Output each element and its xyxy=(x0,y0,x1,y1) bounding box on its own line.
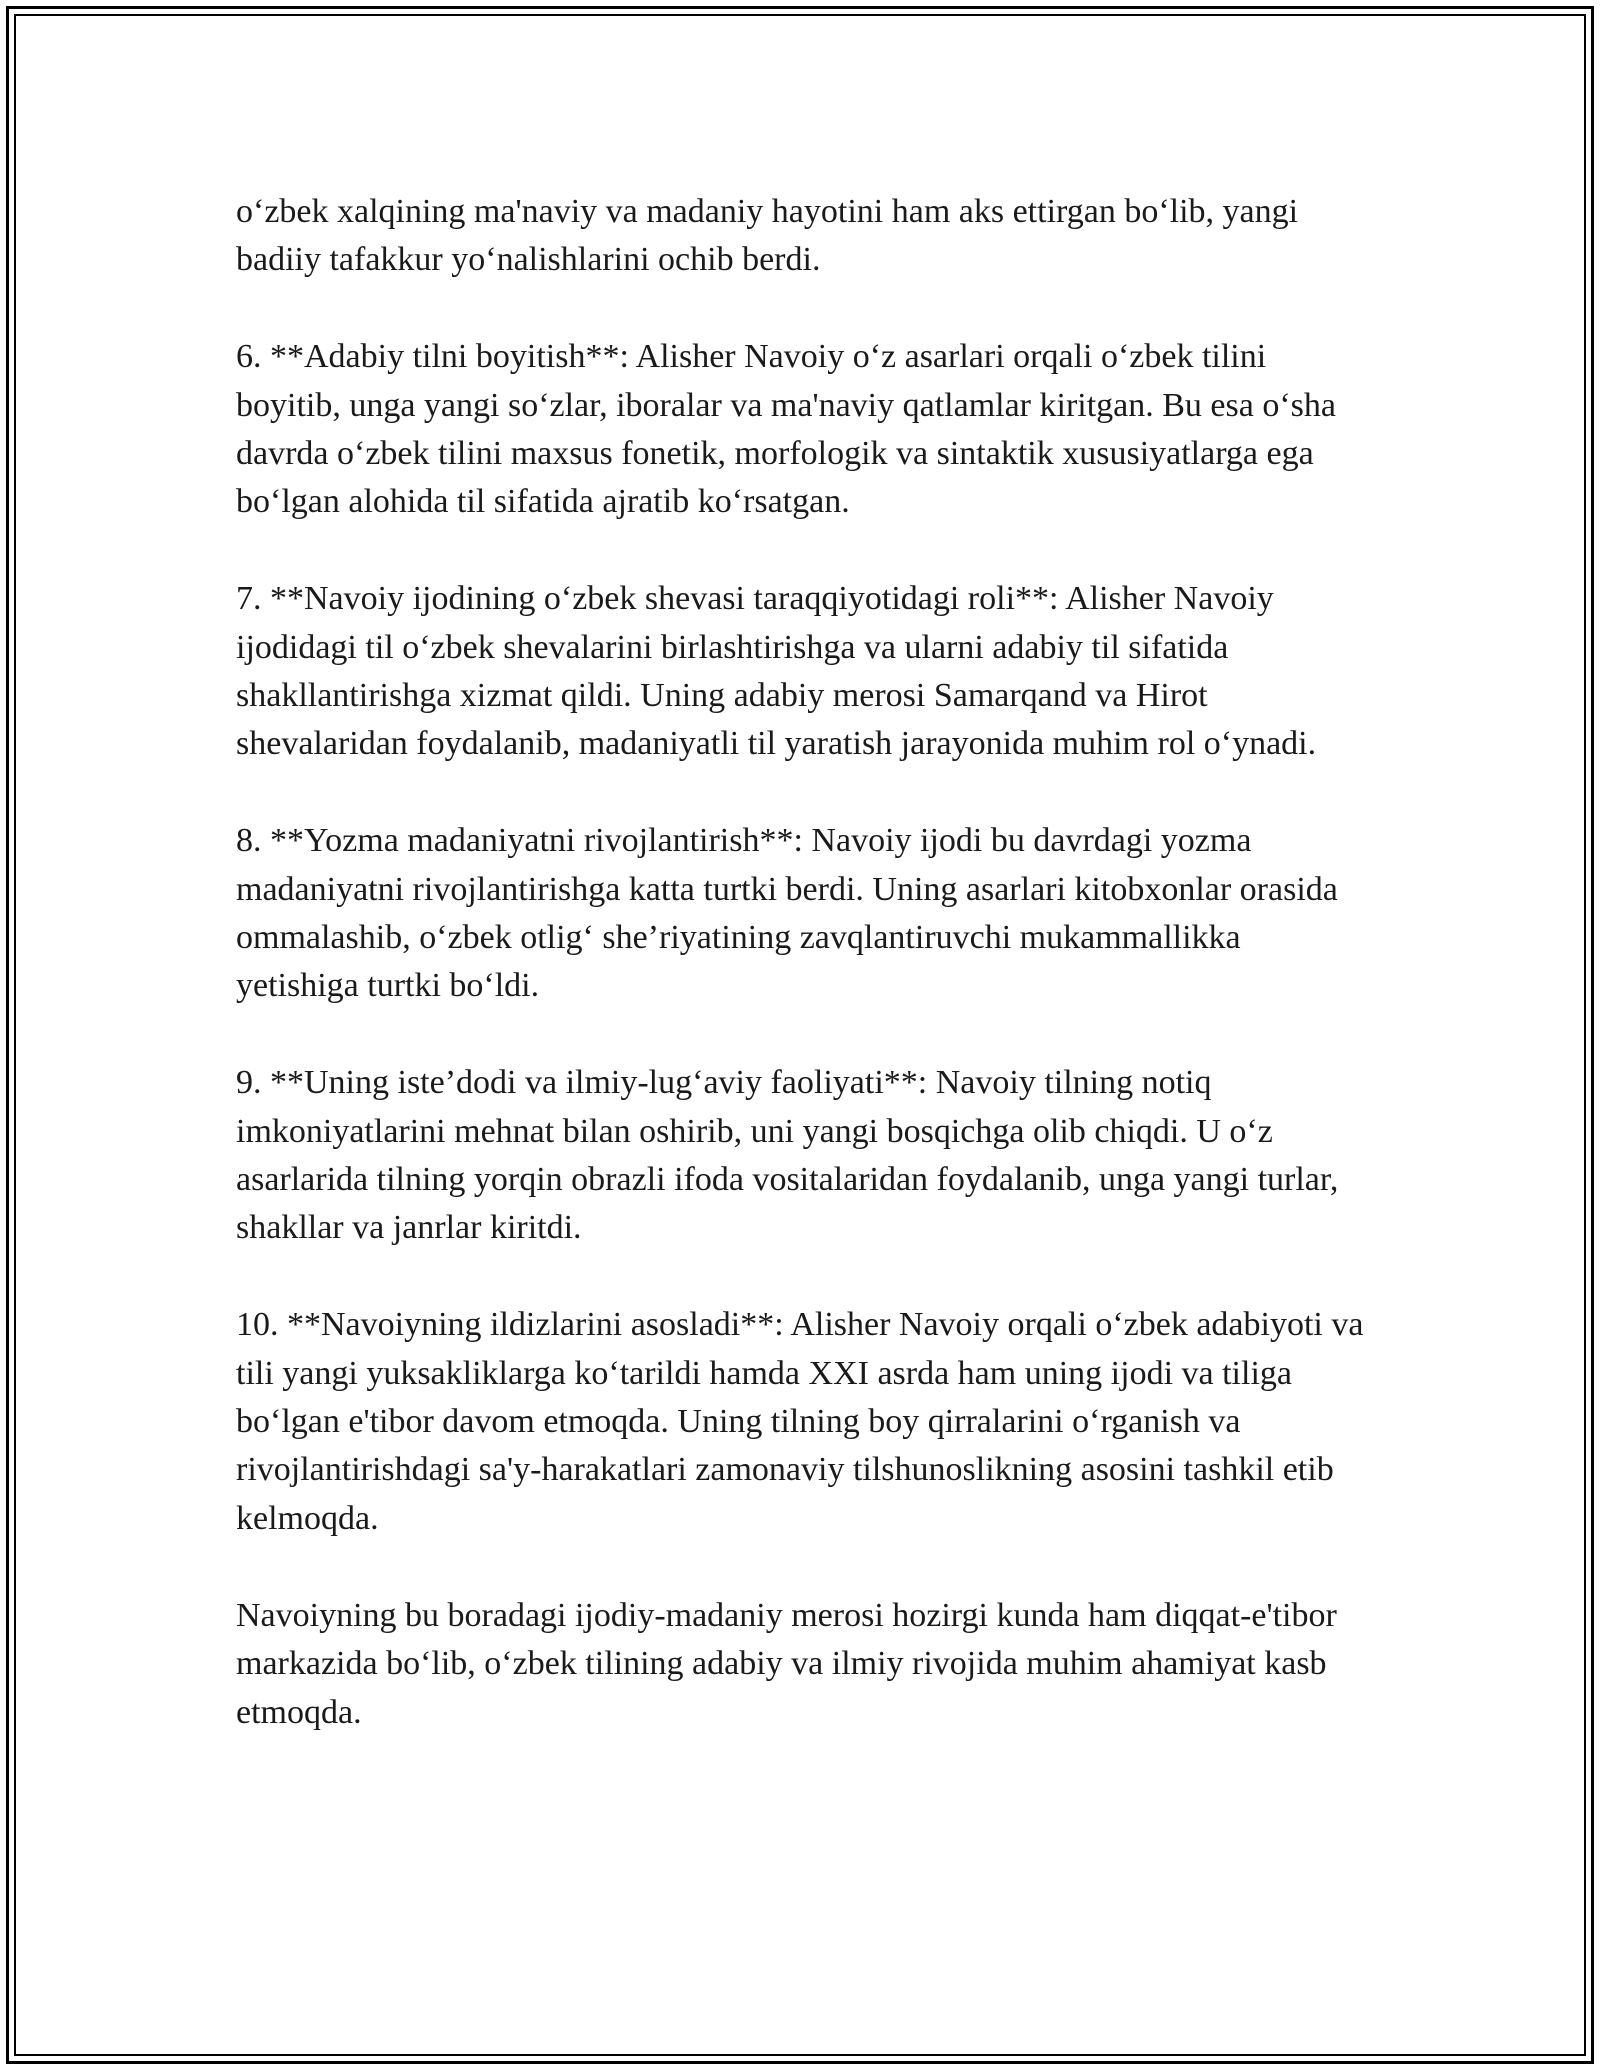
paragraph-continuation: o‘zbek xalqining ma'naviy va madaniy hayotini ham aks ettirgan bo‘lib, yangi badiiy tafakkur yo‘nalishlarini ochib berdi. xyxy=(236,193,1299,279)
paragraph-item-7: 7. **Navoiy ijodining o‘zbek shevasi taraqqiyotidagi roli**: Alisher Navoiy ijodidagi til o‘zbek shevalarini birlashtirishga va ularni adabiy til sifatida shakllantirishga xizmat qildi. Uning adabiy merosi Samarqand va Hirot shevalaridan foydalanib, madaniyatli til yaratish jarayonida muhim rol o‘ynadi. xyxy=(236,580,1317,763)
paragraph-conclusion: Navoiyning bu boradagi ijodiy-madaniy merosi hozirgi kunda ham diqqat-e'tibor markazida bo‘lib, o‘zbek tilining adabiy va ilmiy rivojida muhim ahamiyat kasb etmoqda. xyxy=(236,1596,1337,1731)
document-body xyxy=(236,188,1366,1737)
paragraph-item-8: 8. **Yozma madaniyatni rivojlantirish**: Navoiy ijodi bu davrdagi yozma madaniyatni rivojlantirishga katta turtki berdi. Uning asarlari kitobxonlar orasida ommalashib, o‘zbek otlig‘ she’riyatining zavqlantiruvchi mukammallikka yetishiga turtki bo‘ldi. xyxy=(236,822,1338,1005)
paragraph-item-9: 9. **Uning iste’dodi va ilmiy-lug‘aviy faoliyati**: Navoiy tilning notiq imkoniyatlarini mehnat bilan oshirib, uni yangi bosqichga olib chiqdi. U o‘z asarlarida tilning yorqin obrazli ifoda vositalaridan foydalanib, unga yangi turlar, shakllar va janrlar kiritdi. xyxy=(236,1064,1339,1247)
paragraph-item-10: 10. **Navoiyning ildizlarini asosladi**: Alisher Navoiy orqali o‘zbek adabiyoti va tili yangi yuksakliklarga ko‘tarildi hamda XXI asrda ham uning ijodi va tiliga bo‘lgan e'tibor davom etmoqda. Uning tilning boy qirralarini o‘rganish va rivojlantirishdagi sa'y-harakatlari zamonaviy tilshunoslikning asosini tashkil etib kelmoqda. xyxy=(236,1306,1364,1537)
paragraph-item-6: 6. **Adabiy tilni boyitish**: Alisher Navoiy o‘z asarlari orqali o‘zbek tilini boyitib, unga yangi so‘zlar, iboralar va ma'naviy qatlamlar kiritgan. Bu esa o‘sha davrda o‘zbek tilini maxsus fonetik, morfologik va sintaktik xususiyatlarga ega bo‘lgan alohida til sifatida ajratib ko‘rsatgan. xyxy=(236,338,1336,521)
